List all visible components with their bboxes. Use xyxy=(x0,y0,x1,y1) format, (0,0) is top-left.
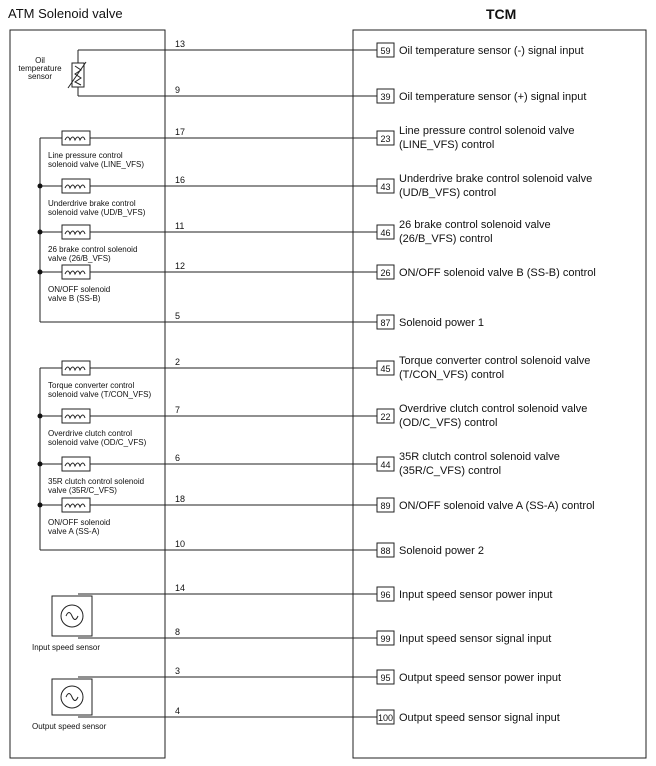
wire-5-to-87 xyxy=(40,311,484,329)
solenoid-valve xyxy=(40,131,144,169)
solenoid-label: valve A (SS-A) xyxy=(48,527,100,536)
junction-dot xyxy=(38,503,43,508)
solenoid-valve xyxy=(38,457,145,495)
wire-11-to-46 xyxy=(95,219,551,245)
tcm-signal-description: (35R/C_VFS) control xyxy=(399,465,502,477)
atm-pin-number: 17 xyxy=(175,127,186,137)
solenoid-label: valve (35R/C_VFS) xyxy=(48,486,117,495)
solenoid-label: solenoid valve (OD/C_VFS) xyxy=(48,438,147,447)
tcm-pin-number: 23 xyxy=(380,134,391,144)
solenoid-label: Line pressure control xyxy=(48,151,123,160)
wire-7-to-22 xyxy=(95,403,587,429)
wire-14-to-96 xyxy=(78,583,553,601)
tcm-pin-number: 46 xyxy=(380,228,391,238)
output-speed-sensor xyxy=(32,677,107,731)
tcm-signal-description: Torque converter control solenoid valve xyxy=(399,355,591,367)
solenoid-label: 35R clutch control solenoid xyxy=(48,477,145,486)
tcm-pin-number: 43 xyxy=(380,182,391,192)
solenoid-label: ON/OFF solenoid xyxy=(48,518,111,527)
solenoid-label: solenoid valve (LINE_VFS) xyxy=(48,160,145,169)
tcm-pin-number: 88 xyxy=(380,546,391,556)
atm-pin-number: 16 xyxy=(175,175,186,185)
wire-4-to-100 xyxy=(78,706,560,724)
atm-pin-number: 4 xyxy=(175,706,181,716)
atm-pin-number: 11 xyxy=(175,221,185,231)
tcm-box xyxy=(353,30,646,758)
tcm-pin-number: 44 xyxy=(380,460,391,470)
solenoid-label: Overdrive clutch control xyxy=(48,429,133,438)
tcm-pin-number: 96 xyxy=(380,590,391,600)
solenoid-valve xyxy=(38,498,111,536)
solenoid-label: solenoid valve (T/CON_VFS) xyxy=(48,390,152,399)
tcm-signal-description: Output speed sensor signal input xyxy=(399,712,560,724)
atm-pin-number: 9 xyxy=(175,85,181,95)
tcm-pin-number: 87 xyxy=(380,318,391,328)
solenoid-label: valve B (SS-B) xyxy=(48,294,101,303)
solenoid-label: valve (26/B_VFS) xyxy=(48,254,111,263)
atm-pin-number: 3 xyxy=(175,666,181,676)
speed-sensor-label: Input speed sensor xyxy=(32,643,101,652)
speed-sensor-label: Output speed sensor xyxy=(32,722,107,731)
atm-pin-number: 6 xyxy=(175,453,181,463)
tcm-pin-number: 99 xyxy=(380,634,391,644)
wire-18-to-89 xyxy=(95,494,595,512)
atm-pin-number: 7 xyxy=(175,405,181,415)
junction-dot xyxy=(38,462,43,467)
tcm-signal-description: Overdrive clutch control solenoid valve xyxy=(399,403,588,415)
tcm-signal-description: Solenoid power 2 xyxy=(399,545,485,557)
solenoid-label: Underdrive brake control xyxy=(48,199,136,208)
tcm-pin-number: 45 xyxy=(380,364,391,374)
tcm-signal-description: Underdrive brake control solenoid valve xyxy=(399,173,593,185)
wire-12-to-26 xyxy=(95,261,596,279)
solenoid-valve xyxy=(38,265,111,303)
tcm-pin-number: 59 xyxy=(380,46,391,56)
tcm-signal-description: (OD/C_VFS) control xyxy=(399,417,498,429)
wire-8-to-99 xyxy=(78,627,551,645)
wire-16-to-43 xyxy=(95,173,592,199)
wire-3-to-95 xyxy=(78,666,561,684)
oil-sensor-label: temperature xyxy=(18,64,62,73)
oil-temperature-sensor xyxy=(18,50,86,96)
atm-solenoid-valve-title: ATM Solenoid valve xyxy=(8,6,123,21)
solenoid-label: ON/OFF solenoid xyxy=(48,285,111,294)
atm-pin-number: 10 xyxy=(175,539,186,549)
tcm-signal-description: Oil temperature sensor (+) signal input xyxy=(399,91,587,103)
atm-pin-number: 2 xyxy=(175,357,181,367)
atm-pin-number: 12 xyxy=(175,261,186,271)
junction-dot xyxy=(38,184,43,189)
tcm-pin-number: 26 xyxy=(380,268,391,278)
wire-2-to-45 xyxy=(95,355,590,381)
tcm-pin-number: 89 xyxy=(380,501,391,511)
atm-pin-number: 14 xyxy=(175,583,186,593)
tcm-signal-description: 35R clutch control solenoid valve xyxy=(399,451,560,463)
tcm-signal-description: Input speed sensor signal input xyxy=(399,633,552,645)
oil-sensor-label: sensor xyxy=(27,72,53,81)
input-speed-sensor xyxy=(32,594,100,652)
tcm-signal-description: Output speed sensor power input xyxy=(399,672,562,684)
tcm-signal-description: (LINE_VFS) control xyxy=(399,139,495,151)
tcm-signal-description: Line pressure control solenoid valve xyxy=(399,125,575,137)
tcm-title: TCM xyxy=(486,6,517,22)
tcm-signal-description: ON/OFF solenoid valve A (SS-A) control xyxy=(399,500,595,512)
tcm-signal-description: (26/B_VFS) control xyxy=(399,233,493,245)
atm-pin-number: 5 xyxy=(175,311,181,321)
tcm-pin-number: 39 xyxy=(380,92,391,102)
wire-10-to-88 xyxy=(40,539,484,557)
tcm-signal-description: ON/OFF solenoid valve B (SS-B) control xyxy=(399,267,596,279)
tcm-signal-description: Solenoid power 1 xyxy=(399,317,485,329)
wire-17-to-23 xyxy=(95,125,575,151)
solenoid-label: 26 brake control solenoid xyxy=(48,245,138,254)
tcm-signal-description: (T/CON_VFS) control xyxy=(399,369,505,381)
tcm-signal-description: 26 brake control solenoid valve xyxy=(399,219,551,231)
junction-dot xyxy=(38,414,43,419)
atm-pin-number: 18 xyxy=(175,494,186,504)
tcm-pin-number: 100 xyxy=(377,713,394,723)
wire-13-to-59 xyxy=(78,39,584,57)
tcm-pin-number: 95 xyxy=(380,673,391,683)
solenoid-label: solenoid valve (UD/B_VFS) xyxy=(48,208,146,217)
junction-dot xyxy=(38,230,43,235)
tcm-signal-description: Oil temperature sensor (-) signal input xyxy=(399,45,584,57)
junction-dot xyxy=(38,270,43,275)
tcm-pin-number: 22 xyxy=(380,412,391,422)
tcm-signal-description: (UD/B_VFS) control xyxy=(399,187,497,199)
tcm-signal-description: Input speed sensor power input xyxy=(399,589,553,601)
solenoid-valve xyxy=(40,361,151,399)
atm-pin-number: 13 xyxy=(175,39,186,49)
atm-pin-number: 8 xyxy=(175,627,181,637)
solenoid-valve xyxy=(38,409,147,447)
wire-9-to-39 xyxy=(78,85,586,103)
oil-sensor-label: Oil xyxy=(35,56,45,65)
solenoid-label: Torque converter control xyxy=(48,381,135,390)
solenoid-valve xyxy=(38,179,146,217)
solenoid-valve xyxy=(38,225,138,263)
